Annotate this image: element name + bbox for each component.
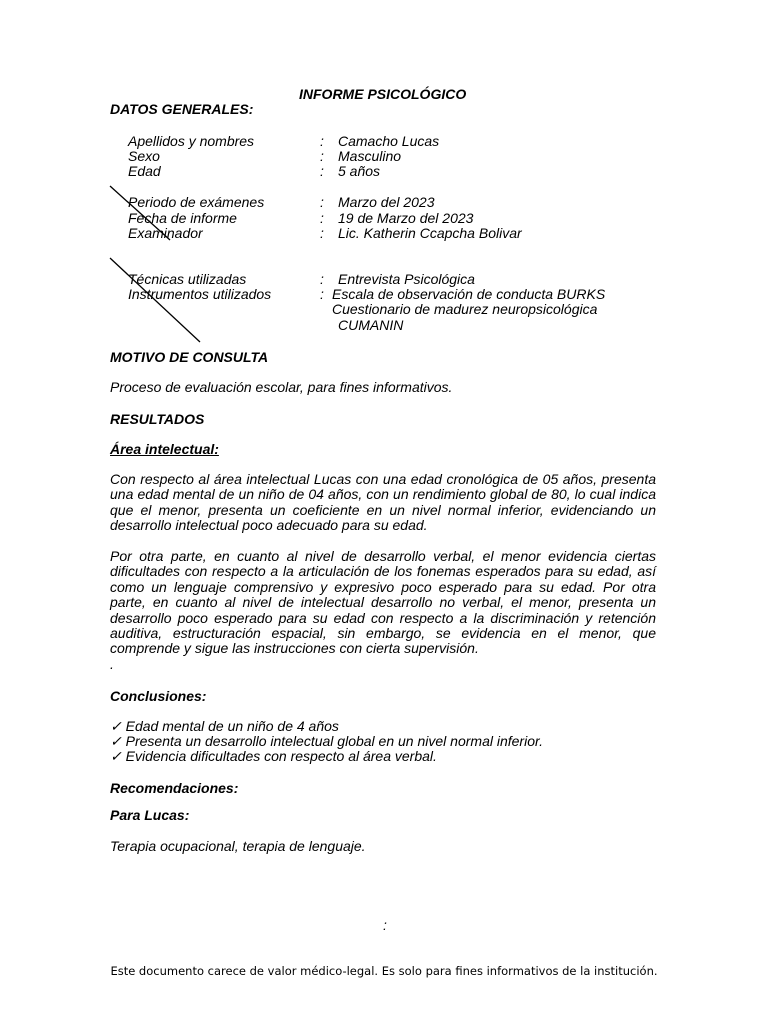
pen-strike-mark-upper <box>110 186 170 240</box>
field-value-instrumentos-3: CUMANIN <box>338 317 404 333</box>
field-value-fecha: 19 de Marzo del 2023 <box>338 210 474 226</box>
field-sep: : <box>320 148 324 164</box>
para-lucas-heading: Para Lucas: <box>110 807 190 823</box>
recomendaciones-heading: Recomendaciones: <box>110 780 239 796</box>
report-title: INFORME PSICOLÓGICO <box>299 86 467 102</box>
area-intelectual-heading: Área intelectual: <box>110 441 219 457</box>
field-sep: : <box>320 286 324 302</box>
field-label-tecnicas: Técnicas utilizadas <box>128 271 247 287</box>
check-icon: ✓ <box>110 733 122 749</box>
field-label-sexo: Sexo <box>128 148 160 164</box>
pen-strike-mark-lower <box>110 258 200 342</box>
motivo-text: Proceso de evaluación escolar, para fines informativos. <box>110 379 453 395</box>
resultados-heading: RESULTADOS <box>110 411 205 427</box>
field-value-instrumentos-2: Cuestionario de madurez neuropsicológica <box>332 301 598 317</box>
field-value-instrumentos: Escala de observación de conducta BURKS <box>332 286 606 302</box>
field-label-instrumentos: Instrumentos utilizados <box>128 286 272 302</box>
footer-disclaimer: Este documento carece de valor médico-legal. Es solo para fines informativos de la institución. <box>110 964 658 978</box>
datos-generales-heading: DATOS GENERALES: <box>110 101 254 117</box>
conclusion-text: Presenta un desarrollo intelectual global en un nivel normal inferior. <box>125 733 544 749</box>
field-label-nombres: Apellidos y nombres <box>128 133 255 149</box>
list-item <box>110 748 437 765</box>
field-value-edad: 5 años <box>338 163 381 179</box>
check-icon: ✓ <box>110 718 122 734</box>
field-sep: : <box>320 225 324 241</box>
field-sep: : <box>320 271 324 287</box>
check-icon: ✓ <box>110 748 122 764</box>
field-label-periodo: Periodo de exámenes <box>128 194 265 210</box>
field-sep: : <box>320 194 324 210</box>
field-sep: : <box>320 163 324 179</box>
field-sep: : <box>320 210 324 226</box>
stray-dot: . <box>110 656 114 672</box>
field-value-examinador: Lic. Katherin Ccapcha Bolivar <box>338 225 522 241</box>
field-value-periodo: Marzo del 2023 <box>338 194 435 210</box>
field-sep: : <box>320 133 324 149</box>
field-label-examinador: Examinador <box>128 225 203 241</box>
conclusiones-heading: Conclusiones: <box>110 688 207 704</box>
resultados-paragraph-2: Por otra parte, en cuanto al nivel de desarrollo verbal, el menor evidencia ciertas dificultades con respecto a la articulación de los fonemas esperados para su edad, así como un lenguaje comprensivo y expresivo poco esperado para su edad. Por otra parte, en cuanto al nivel de intelectual desarrollo no verbal, el menor, presenta un desarrollo poco esperado para su edad con respecto a la discriminación y retención auditiva, estructuración espacial, sin embargo, se evidencia en el menor, que comprende y sigue las instrucciones con cierta supervisión. <box>110 548 656 657</box>
conclusion-text: Evidencia dificultades con respecto al área verbal. <box>125 748 437 764</box>
field-value-tecnicas: Entrevista Psicológica <box>338 271 475 287</box>
field-value-nombres: Camacho Lucas <box>338 133 440 149</box>
motivo-heading: MOTIVO DE CONSULTA <box>110 349 269 365</box>
field-value-sexo: Masculino <box>338 148 402 164</box>
conclusion-text: Edad mental de un niño de 4 años <box>125 718 339 734</box>
signature-colon: : <box>383 917 387 933</box>
field-label-fecha: Fecha de informe <box>128 210 237 226</box>
field-label-edad: Edad <box>128 163 161 179</box>
recomendaciones-text: Terapia ocupacional, terapia de lenguaje. <box>110 838 366 854</box>
resultados-paragraph-1: Con respecto al área intelectual Lucas con una edad cronológica de 05 años, presenta una edad mental de un niño de 04 años, con un rendimiento global de 80, lo cual indica que el menor, presenta un coeficiente en un nivel normal inferior, evidenciando un desarrollo intelectual poco adecuado para su edad. <box>110 471 656 534</box>
